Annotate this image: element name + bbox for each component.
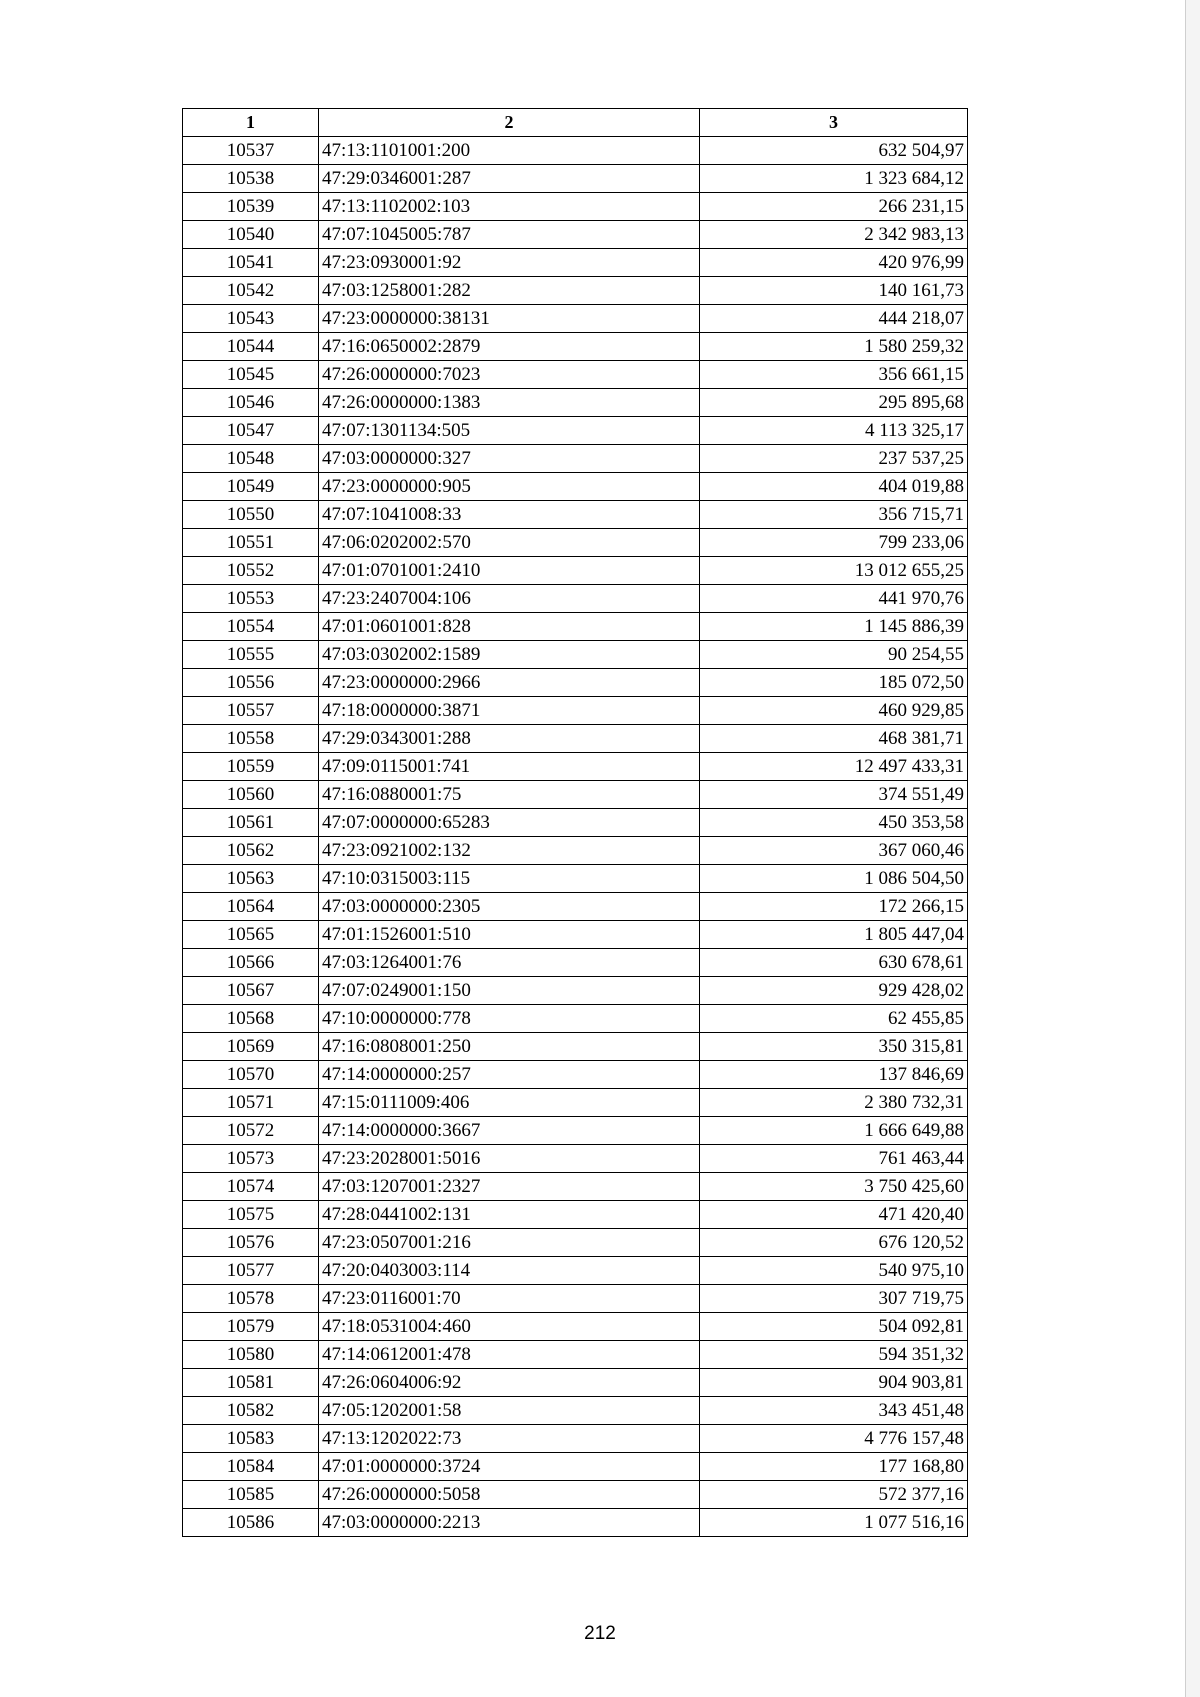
table-row [183, 1145, 968, 1173]
row-number-cell: 10550 [183, 501, 319, 529]
cadastral-number-cell: 47:23:0116001:70 [319, 1285, 700, 1313]
cadastral-number-cell: 47:18:0531004:460 [319, 1313, 700, 1341]
value-cell: 404 019,88 [700, 473, 968, 501]
page-edge [1185, 0, 1200, 1697]
row-number-cell: 10540 [183, 221, 319, 249]
value-cell: 676 120,52 [700, 1229, 968, 1257]
value-cell: 266 231,15 [700, 193, 968, 221]
row-number-cell: 10582 [183, 1397, 319, 1425]
table-row [183, 473, 968, 501]
table-row [183, 1481, 968, 1509]
table-row [183, 1061, 968, 1089]
cadastral-number-cell: 47:10:0315003:115 [319, 865, 700, 893]
cadastral-number-cell: 47:16:0808001:250 [319, 1033, 700, 1061]
cadastral-number-cell: 47:13:1102002:103 [319, 193, 700, 221]
cadastral-number-cell: 47:10:0000000:778 [319, 1005, 700, 1033]
row-number-cell: 10548 [183, 445, 319, 473]
cadastral-number-cell: 47:09:0115001:741 [319, 753, 700, 781]
cadastral-number-cell: 47:26:0000000:1383 [319, 389, 700, 417]
value-cell: 799 233,06 [700, 529, 968, 557]
row-number-cell: 10558 [183, 725, 319, 753]
value-cell: 1 666 649,88 [700, 1117, 968, 1145]
value-cell: 350 315,81 [700, 1033, 968, 1061]
cadastral-number-cell: 47:03:1207001:2327 [319, 1173, 700, 1201]
cadastral-number-cell: 47:13:1101001:200 [319, 137, 700, 165]
table-row [183, 501, 968, 529]
cadastral-number-cell: 47:03:0302002:1589 [319, 641, 700, 669]
value-cell: 3 750 425,60 [700, 1173, 968, 1201]
value-cell: 594 351,32 [700, 1341, 968, 1369]
value-cell: 172 266,15 [700, 893, 968, 921]
cadastral-number-cell: 47:26:0000000:5058 [319, 1481, 700, 1509]
cadastral-number-cell: 47:29:0346001:287 [319, 165, 700, 193]
header-row [183, 109, 968, 137]
row-number-cell: 10541 [183, 249, 319, 277]
cadastral-number-cell: 47:20:0403003:114 [319, 1257, 700, 1285]
cadastral-number-cell: 47:03:1258001:282 [319, 277, 700, 305]
value-cell: 540 975,10 [700, 1257, 968, 1285]
value-cell: 140 161,73 [700, 277, 968, 305]
row-number-cell: 10583 [183, 1425, 319, 1453]
cadastral-number-cell: 47:14:0000000:257 [319, 1061, 700, 1089]
table-row [183, 333, 968, 361]
row-number-cell: 10542 [183, 277, 319, 305]
cadastral-number-cell: 47:23:0000000:905 [319, 473, 700, 501]
value-cell: 444 218,07 [700, 305, 968, 333]
cadastral-number-cell: 47:23:0507001:216 [319, 1229, 700, 1257]
row-number-cell: 10544 [183, 333, 319, 361]
value-cell: 460 929,85 [700, 697, 968, 725]
register-table [182, 108, 968, 1537]
value-cell: 2 342 983,13 [700, 221, 968, 249]
table-row [183, 837, 968, 865]
row-number-cell: 10576 [183, 1229, 319, 1257]
value-cell: 4 113 325,17 [700, 417, 968, 445]
table-row [183, 893, 968, 921]
value-cell: 904 903,81 [700, 1369, 968, 1397]
table-row [183, 277, 968, 305]
table-row [183, 361, 968, 389]
value-cell: 929 428,02 [700, 977, 968, 1005]
value-cell: 356 661,15 [700, 361, 968, 389]
table-row [183, 865, 968, 893]
table-row [183, 1005, 968, 1033]
table-row [183, 641, 968, 669]
value-cell: 62 455,85 [700, 1005, 968, 1033]
cadastral-number-cell: 47:23:0921002:132 [319, 837, 700, 865]
cadastral-number-cell: 47:14:0000000:3667 [319, 1117, 700, 1145]
table-row [183, 137, 968, 165]
row-number-cell: 10543 [183, 305, 319, 333]
table-row [183, 1369, 968, 1397]
table-body [183, 137, 968, 1537]
value-cell: 504 092,81 [700, 1313, 968, 1341]
row-number-cell: 10578 [183, 1285, 319, 1313]
table-row [183, 725, 968, 753]
cadastral-number-cell: 47:23:0000000:38131 [319, 305, 700, 333]
cadastral-number-cell: 47:05:1202001:58 [319, 1397, 700, 1425]
value-cell: 1 077 516,16 [700, 1509, 968, 1537]
table-row [183, 193, 968, 221]
value-cell: 356 715,71 [700, 501, 968, 529]
row-number-cell: 10551 [183, 529, 319, 557]
cadastral-number-cell: 47:06:0202002:570 [319, 529, 700, 557]
value-cell: 2 380 732,31 [700, 1089, 968, 1117]
table-header [183, 109, 968, 137]
table-row [183, 445, 968, 473]
cadastral-number-cell: 47:28:0441002:131 [319, 1201, 700, 1229]
value-cell: 374 551,49 [700, 781, 968, 809]
row-number-cell: 10573 [183, 1145, 319, 1173]
row-number-cell: 10559 [183, 753, 319, 781]
row-number-cell: 10564 [183, 893, 319, 921]
row-number-cell: 10565 [183, 921, 319, 949]
cadastral-number-cell: 47:01:0701001:2410 [319, 557, 700, 585]
value-cell: 4 776 157,48 [700, 1425, 968, 1453]
table-row [183, 529, 968, 557]
row-number-cell: 10539 [183, 193, 319, 221]
row-number-cell: 10572 [183, 1117, 319, 1145]
cadastral-number-cell: 47:18:0000000:3871 [319, 697, 700, 725]
row-number-cell: 10554 [183, 613, 319, 641]
row-number-cell: 10547 [183, 417, 319, 445]
value-cell: 572 377,16 [700, 1481, 968, 1509]
cadastral-number-cell: 47:23:0930001:92 [319, 249, 700, 277]
table-row [183, 221, 968, 249]
cadastral-number-cell: 47:23:2028001:5016 [319, 1145, 700, 1173]
table-row [183, 557, 968, 585]
cadastral-number-cell: 47:23:0000000:2966 [319, 669, 700, 697]
value-cell: 450 353,58 [700, 809, 968, 837]
row-number-cell: 10577 [183, 1257, 319, 1285]
table-row [183, 249, 968, 277]
page-number: 212 [584, 1623, 616, 1644]
value-cell: 420 976,99 [700, 249, 968, 277]
table-row [183, 1341, 968, 1369]
value-cell: 1 580 259,32 [700, 333, 968, 361]
table-row [183, 1509, 968, 1537]
value-cell: 13 012 655,25 [700, 557, 968, 585]
column-header-2: 2 [319, 109, 700, 137]
column-header-1: 1 [183, 109, 319, 137]
table-row [183, 1257, 968, 1285]
cadastral-number-cell: 47:07:0000000:65283 [319, 809, 700, 837]
row-number-cell: 10537 [183, 137, 319, 165]
value-cell: 307 719,75 [700, 1285, 968, 1313]
value-cell: 1 086 504,50 [700, 865, 968, 893]
cadastral-number-cell: 47:23:2407004:106 [319, 585, 700, 613]
value-cell: 90 254,55 [700, 641, 968, 669]
table-row [183, 1117, 968, 1145]
table-row [183, 1313, 968, 1341]
row-number-cell: 10570 [183, 1061, 319, 1089]
row-number-cell: 10549 [183, 473, 319, 501]
cadastral-number-cell: 47:29:0343001:288 [319, 725, 700, 753]
cadastral-number-cell: 47:01:0000000:3724 [319, 1453, 700, 1481]
cadastral-number-cell: 47:07:0249001:150 [319, 977, 700, 1005]
row-number-cell: 10546 [183, 389, 319, 417]
cadastral-number-cell: 47:15:0111009:406 [319, 1089, 700, 1117]
table-row [183, 613, 968, 641]
table-row [183, 949, 968, 977]
cadastral-number-cell: 47:07:1301134:505 [319, 417, 700, 445]
row-number-cell: 10545 [183, 361, 319, 389]
table-row [183, 669, 968, 697]
value-cell: 237 537,25 [700, 445, 968, 473]
row-number-cell: 10560 [183, 781, 319, 809]
table-row [183, 921, 968, 949]
cadastral-number-cell: 47:03:0000000:2305 [319, 893, 700, 921]
table-row [183, 389, 968, 417]
row-number-cell: 10571 [183, 1089, 319, 1117]
row-number-cell: 10566 [183, 949, 319, 977]
row-number-cell: 10552 [183, 557, 319, 585]
row-number-cell: 10568 [183, 1005, 319, 1033]
table-row [183, 809, 968, 837]
table-row [183, 1397, 968, 1425]
cadastral-number-cell: 47:03:0000000:327 [319, 445, 700, 473]
table-row [183, 697, 968, 725]
table-row [183, 977, 968, 1005]
table-row [183, 1201, 968, 1229]
row-number-cell: 10574 [183, 1173, 319, 1201]
row-number-cell: 10575 [183, 1201, 319, 1229]
table-row [183, 1173, 968, 1201]
value-cell: 471 420,40 [700, 1201, 968, 1229]
row-number-cell: 10562 [183, 837, 319, 865]
row-number-cell: 10567 [183, 977, 319, 1005]
value-cell: 632 504,97 [700, 137, 968, 165]
cadastral-number-cell: 47:16:0650002:2879 [319, 333, 700, 361]
table-row [183, 417, 968, 445]
row-number-cell: 10586 [183, 1509, 319, 1537]
row-number-cell: 10584 [183, 1453, 319, 1481]
cadastral-number-cell: 47:03:1264001:76 [319, 949, 700, 977]
table-row [183, 1089, 968, 1117]
row-number-cell: 10553 [183, 585, 319, 613]
cadastral-number-cell: 47:26:0604006:92 [319, 1369, 700, 1397]
row-number-cell: 10580 [183, 1341, 319, 1369]
row-number-cell: 10581 [183, 1369, 319, 1397]
value-cell: 761 463,44 [700, 1145, 968, 1173]
table-row [183, 305, 968, 333]
value-cell: 12 497 433,31 [700, 753, 968, 781]
cadastral-number-cell: 47:07:1041008:33 [319, 501, 700, 529]
value-cell: 1 323 684,12 [700, 165, 968, 193]
row-number-cell: 10585 [183, 1481, 319, 1509]
row-number-cell: 10556 [183, 669, 319, 697]
cadastral-number-cell: 47:07:1045005:787 [319, 221, 700, 249]
cadastral-number-cell: 47:14:0612001:478 [319, 1341, 700, 1369]
value-cell: 185 072,50 [700, 669, 968, 697]
table-row [183, 781, 968, 809]
row-number-cell: 10555 [183, 641, 319, 669]
row-number-cell: 10579 [183, 1313, 319, 1341]
row-number-cell: 10538 [183, 165, 319, 193]
value-cell: 343 451,48 [700, 1397, 968, 1425]
cadastral-number-cell: 47:16:0880001:75 [319, 781, 700, 809]
value-cell: 441 970,76 [700, 585, 968, 613]
table-row [183, 585, 968, 613]
table-row [183, 753, 968, 781]
table-row [183, 1285, 968, 1313]
cadastral-number-cell: 47:26:0000000:7023 [319, 361, 700, 389]
value-cell: 1 145 886,39 [700, 613, 968, 641]
table-row [183, 1229, 968, 1257]
cadastral-number-cell: 47:01:0601001:828 [319, 613, 700, 641]
table-row [183, 1033, 968, 1061]
value-cell: 1 805 447,04 [700, 921, 968, 949]
row-number-cell: 10563 [183, 865, 319, 893]
cadastral-number-cell: 47:01:1526001:510 [319, 921, 700, 949]
table-row [183, 165, 968, 193]
value-cell: 367 060,46 [700, 837, 968, 865]
table-row [183, 1453, 968, 1481]
value-cell: 630 678,61 [700, 949, 968, 977]
value-cell: 295 895,68 [700, 389, 968, 417]
row-number-cell: 10557 [183, 697, 319, 725]
cadastral-number-cell: 47:03:0000000:2213 [319, 1509, 700, 1537]
row-number-cell: 10569 [183, 1033, 319, 1061]
cadastral-number-cell: 47:13:1202022:73 [319, 1425, 700, 1453]
column-header-3: 3 [700, 109, 968, 137]
value-cell: 177 168,80 [700, 1453, 968, 1481]
value-cell: 468 381,71 [700, 725, 968, 753]
value-cell: 137 846,69 [700, 1061, 968, 1089]
row-number-cell: 10561 [183, 809, 319, 837]
table-row [183, 1425, 968, 1453]
